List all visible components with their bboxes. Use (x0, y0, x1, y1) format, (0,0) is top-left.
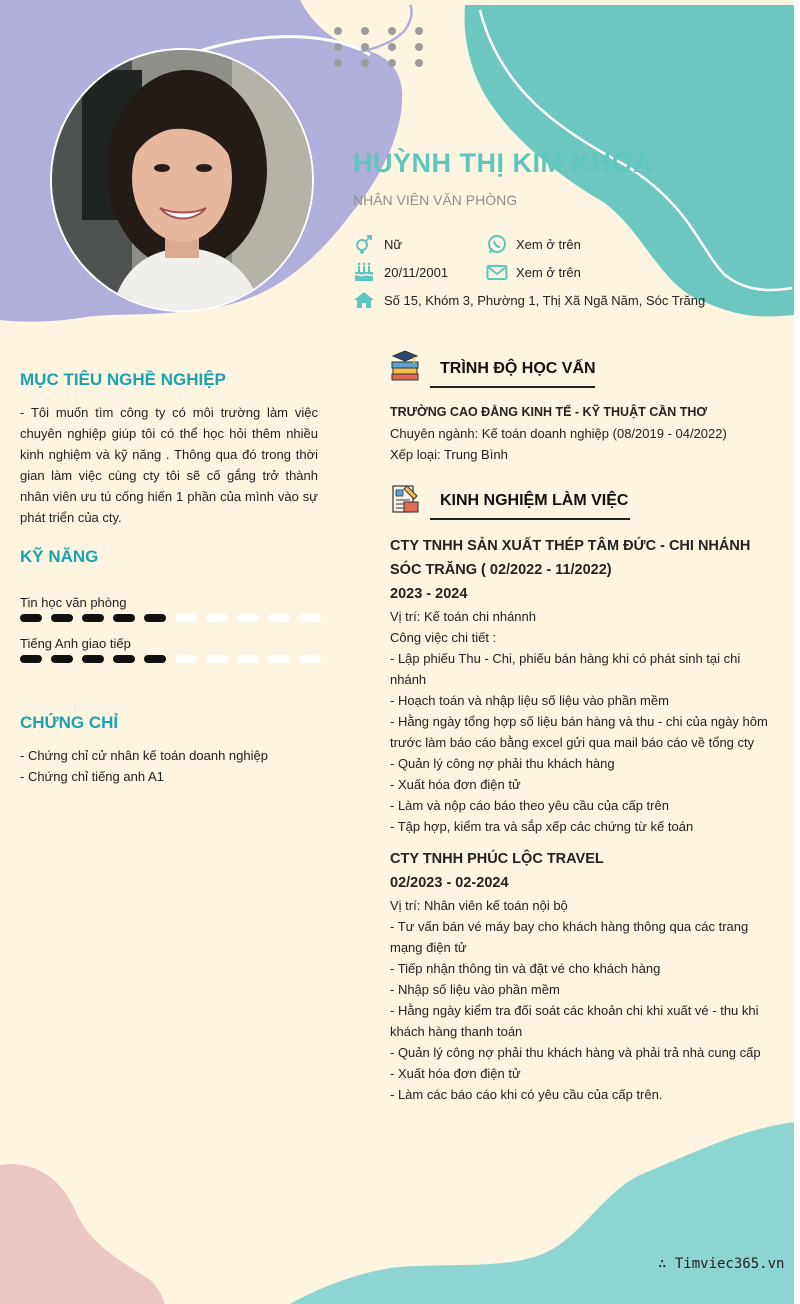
job-entry (390, 847, 770, 1105)
certificate-item: - Chứng chỉ tiếng anh A1 (20, 769, 164, 784)
job-detail-line: - Nhập số liệu vào phần mềm (390, 982, 560, 997)
company-name: CTY TNHH PHÚC LỘC TRAVEL (390, 851, 604, 867)
watermark: ∴ Timviec365.vn (658, 1256, 785, 1272)
objective-heading: MỤC TIÊU NGHỀ NGHIỆP (20, 370, 226, 389)
skill-dot (206, 655, 228, 663)
skill-dot (20, 614, 42, 622)
certificates-heading: CHỨNG CHỈ (20, 713, 119, 732)
education-icon (390, 350, 420, 382)
education-underline (430, 386, 595, 388)
education-heading: TRÌNH ĐỘ HỌC VẤN (440, 360, 596, 377)
skill-dot (113, 655, 135, 663)
job-detail-line: - Quản lý công nợ phải thu khách hàng (390, 756, 615, 771)
skill-dot (82, 614, 104, 622)
job-detail-line: - Xuất hóa đơn điện tử (390, 1066, 521, 1081)
skill-dot (113, 614, 135, 622)
certificate-item: - Chứng chỉ cử nhân kế toán doanh nghiệp (20, 748, 268, 763)
job-detail-line: - Tiếp nhận thông tin và đặt vé cho khách hàng (390, 961, 661, 976)
education-major: Chuyên ngành: Kế toán doanh nghiệp (08/2019 - 04/2022) (390, 426, 727, 441)
skill-dot (82, 655, 104, 663)
job-detail-line: - Tập hợp, kiểm tra và sắp xếp các chứng từ kế toán (390, 819, 694, 834)
job-detail-line: - Lập phiếu Thu - Chi, phiếu bán hàng khi có phát sinh tại chi nhánh (390, 651, 741, 687)
job-period: 02/2023 - 02-2024 (390, 875, 509, 891)
home-icon (353, 289, 375, 311)
skill-dot (20, 655, 42, 663)
skill-dot (144, 614, 166, 622)
job-details (390, 895, 770, 1105)
skill-dot (175, 655, 197, 663)
candidate-name: HUỲNH THỊ KIM KHOA (353, 148, 653, 178)
skill-dot (206, 614, 228, 622)
skill-dot (237, 655, 259, 663)
job-entry (390, 534, 770, 837)
skill-dot (299, 655, 321, 663)
phone-value: Xem ở trên (516, 237, 581, 252)
skill-dot (268, 655, 290, 663)
education-rank: Xếp loại: Trung Bình (390, 447, 508, 462)
skill-dot (51, 614, 73, 622)
email-value: Xem ở trên (516, 265, 581, 280)
skill-name: Tiếng Anh giao tiếp (20, 636, 131, 651)
skill-dot (237, 614, 259, 622)
phone-icon (486, 233, 508, 255)
job-detail-line: - Làm các báo cáo khi có yêu cầu của cấp trên. (390, 1087, 663, 1102)
skill-dot (144, 655, 166, 663)
job-detail-line: - Hằng ngày kiểm tra đối soát các khoản chi khi xuất vé - thu khi khách hàng thanh toán (390, 1003, 759, 1039)
skill-level-bar (20, 614, 321, 622)
job-detail-line: - Hằng ngày tổng hợp số liệu bán hàng và thu - chi của ngày hôm trước làm báo cáo bằng excel gửi qua mail báo cáo về tổng cty (390, 714, 768, 750)
experience-underline (430, 518, 630, 520)
job-detail-line: - Xuất hóa đơn điện tử (390, 777, 521, 792)
job-period: 2023 - 2024 (390, 586, 468, 602)
school-name: TRƯỜNG CAO ĐẲNG KINH TẾ - KỸ THUẬT CẦN THƠ (390, 405, 708, 419)
education-section (390, 405, 770, 465)
job-detail-line: Vị trí: Nhân viên kế toán nội bộ (390, 898, 568, 913)
job-detail-line: - Làm và nộp cáo báo theo yêu cầu của cấp trên (390, 798, 669, 813)
skill-dot (51, 655, 73, 663)
birthday-icon (353, 261, 375, 283)
skill-dot (299, 614, 321, 622)
job-detail-line: - Tư vấn bán vé máy bay cho khách hàng thông qua các trang mạng điện tử (390, 919, 749, 955)
objective-text: - Tôi muốn tìm công ty có môi trường làm việc chuyên nghiệp giúp tôi có thể học hỏi thêm nhiều kinh nghiệm và kỹ năng . Thông qua đó trong thời gian làm việc cùng cty tôi sẽ cố gắng trở thành nhân viên ưu tú cống hiến 1 phần của mình vào sự phát triển của cty. (20, 405, 318, 525)
job-title: NHÂN VIÊN VĂN PHÒNG (353, 192, 518, 208)
skill-dot (268, 614, 290, 622)
job-detail-line: Vị trí: Kế toán chi nhánnh (390, 609, 536, 624)
profile-photo (52, 50, 312, 310)
experience-icon (390, 482, 420, 514)
email-icon (486, 261, 508, 283)
job-detail-line: - Quản lý công nợ phải thu khách hàng và phải trả nhà cung cấp (390, 1045, 761, 1060)
skill-name: Tin học văn phòng (20, 595, 127, 610)
birthday-value: 20/11/2001 (384, 265, 449, 280)
experience-heading: KINH NGHIỆM LÀM VIỆC (440, 492, 629, 509)
job-detail-line: Công việc chi tiết : (390, 630, 497, 645)
skill-dot (175, 614, 197, 622)
gender-value: Nữ (384, 237, 403, 252)
address-value: Số 15, Khóm 3, Phường 1, Thị Xã Ngã Năm, Sóc Trăng (384, 293, 706, 308)
job-details (390, 606, 770, 837)
gender-icon (353, 233, 375, 255)
skill-level-bar (20, 655, 321, 663)
company-name: CTY TNHH SẢN XUẤT THÉP TÂM ĐỨC - CHI NHÁNH SÓC TRĂNG ( 02/2022 - 11/2022) (390, 538, 751, 578)
job-detail-line: - Hoạch toán và nhập liệu số liệu vào phần mềm (390, 693, 669, 708)
skills-heading: KỸ NĂNG (20, 547, 99, 566)
